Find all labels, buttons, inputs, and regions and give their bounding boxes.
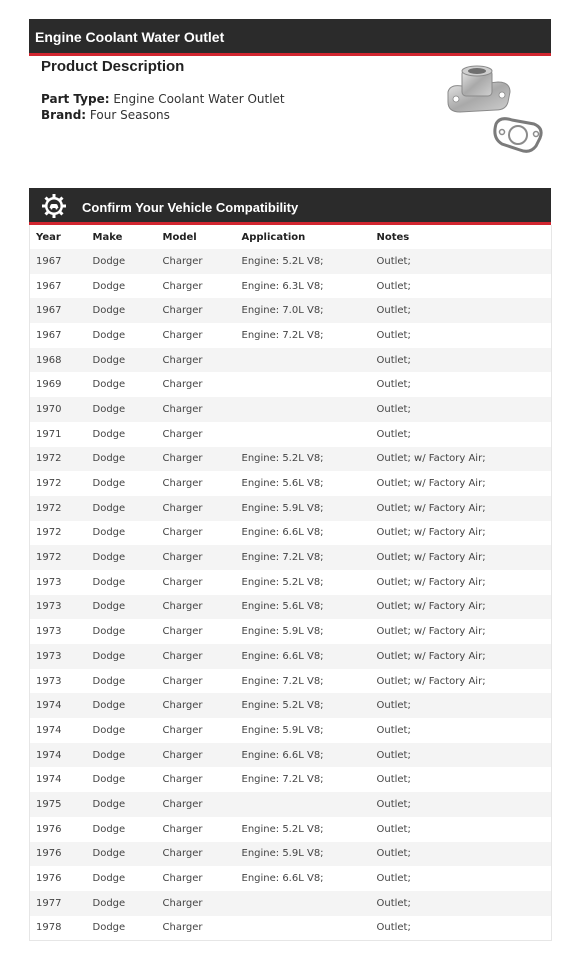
- model-cell: Charger: [157, 422, 236, 447]
- model-cell: Charger: [157, 545, 236, 570]
- table-row: [30, 842, 552, 867]
- application-cell: Engine: 5.6L V8;: [236, 595, 371, 620]
- column-header-notes: Notes: [371, 225, 552, 249]
- table-row: [30, 916, 552, 941]
- notes-cell: Outlet;: [371, 866, 552, 891]
- application-cell: Engine: 6.6L V8;: [236, 743, 371, 768]
- table-row: [30, 718, 552, 743]
- compatibility-table: [29, 225, 552, 941]
- model-cell: Charger: [157, 471, 236, 496]
- year-cell: 1971: [30, 422, 87, 447]
- application-cell: Engine: 5.9L V8;: [236, 842, 371, 867]
- notes-cell: Outlet; w/ Factory Air;: [371, 545, 552, 570]
- title-bar: [29, 19, 551, 56]
- notes-cell: Outlet;: [371, 397, 552, 422]
- application-cell: [236, 372, 371, 397]
- model-cell: Charger: [157, 866, 236, 891]
- make-cell: Dodge: [87, 767, 157, 792]
- compatibility-title: Confirm Your Vehicle Compatibility: [82, 200, 299, 215]
- year-cell: 1978: [30, 916, 87, 941]
- model-cell: Charger: [157, 669, 236, 694]
- application-cell: Engine: 5.6L V8;: [236, 471, 371, 496]
- make-cell: Dodge: [87, 743, 157, 768]
- make-cell: Dodge: [87, 619, 157, 644]
- year-cell: 1974: [30, 743, 87, 768]
- application-cell: [236, 891, 371, 916]
- year-cell: 1973: [30, 570, 87, 595]
- notes-cell: Outlet;: [371, 372, 552, 397]
- year-cell: 1976: [30, 842, 87, 867]
- notes-cell: Outlet;: [371, 693, 552, 718]
- model-cell: Charger: [157, 842, 236, 867]
- model-cell: Charger: [157, 397, 236, 422]
- notes-cell: Outlet;: [371, 718, 552, 743]
- column-header-year: Year: [30, 225, 87, 249]
- make-cell: Dodge: [87, 348, 157, 373]
- notes-cell: Outlet; w/ Factory Air;: [371, 619, 552, 644]
- model-cell: Charger: [157, 372, 236, 397]
- make-cell: Dodge: [87, 521, 157, 546]
- year-cell: 1967: [30, 323, 87, 348]
- table-row: [30, 422, 552, 447]
- make-cell: Dodge: [87, 372, 157, 397]
- model-cell: Charger: [157, 718, 236, 743]
- year-cell: 1969: [30, 372, 87, 397]
- notes-cell: Outlet; w/ Factory Air;: [371, 447, 552, 472]
- application-cell: Engine: 5.2L V8;: [236, 447, 371, 472]
- notes-cell: Outlet; w/ Factory Air;: [371, 471, 552, 496]
- make-cell: Dodge: [87, 447, 157, 472]
- make-cell: Dodge: [87, 323, 157, 348]
- table-row: [30, 348, 552, 373]
- application-cell: Engine: 6.6L V8;: [236, 866, 371, 891]
- notes-cell: Outlet;: [371, 916, 552, 941]
- model-cell: Charger: [157, 916, 236, 941]
- model-cell: Charger: [157, 693, 236, 718]
- model-cell: Charger: [157, 298, 236, 323]
- year-cell: 1973: [30, 644, 87, 669]
- application-cell: Engine: 7.2L V8;: [236, 545, 371, 570]
- make-cell: Dodge: [87, 866, 157, 891]
- table-row: [30, 323, 552, 348]
- model-cell: Charger: [157, 595, 236, 620]
- make-cell: Dodge: [87, 916, 157, 941]
- application-cell: Engine: 6.6L V8;: [236, 521, 371, 546]
- application-cell: Engine: 6.6L V8;: [236, 644, 371, 669]
- compatibility-bar: [29, 188, 551, 225]
- model-cell: Charger: [157, 249, 236, 274]
- year-cell: 1973: [30, 669, 87, 694]
- model-cell: Charger: [157, 767, 236, 792]
- table-row: [30, 595, 552, 620]
- table-row: [30, 817, 552, 842]
- table-row: [30, 372, 552, 397]
- year-cell: 1975: [30, 792, 87, 817]
- application-cell: Engine: 5.9L V8;: [236, 496, 371, 521]
- column-header-model: Model: [157, 225, 236, 249]
- year-cell: 1977: [30, 891, 87, 916]
- part-type-line: [41, 92, 285, 106]
- model-cell: Charger: [157, 447, 236, 472]
- notes-cell: Outlet;: [371, 842, 552, 867]
- model-cell: Charger: [157, 496, 236, 521]
- application-cell: Engine: 5.2L V8;: [236, 570, 371, 595]
- year-cell: 1967: [30, 298, 87, 323]
- year-cell: 1976: [30, 866, 87, 891]
- model-cell: Charger: [157, 274, 236, 299]
- model-cell: Charger: [157, 891, 236, 916]
- application-cell: Engine: 5.2L V8;: [236, 249, 371, 274]
- application-cell: Engine: 7.2L V8;: [236, 767, 371, 792]
- notes-cell: Outlet;: [371, 792, 552, 817]
- make-cell: Dodge: [87, 792, 157, 817]
- application-cell: [236, 916, 371, 941]
- make-cell: Dodge: [87, 471, 157, 496]
- year-cell: 1976: [30, 817, 87, 842]
- brand-label: Brand:: [41, 108, 87, 122]
- notes-cell: Outlet;: [371, 323, 552, 348]
- notes-cell: Outlet;: [371, 249, 552, 274]
- table-row: [30, 521, 552, 546]
- model-cell: Charger: [157, 817, 236, 842]
- model-cell: Charger: [157, 348, 236, 373]
- year-cell: 1974: [30, 767, 87, 792]
- notes-cell: Outlet;: [371, 891, 552, 916]
- year-cell: 1972: [30, 471, 87, 496]
- gear-car-icon: [41, 193, 67, 219]
- table-row: [30, 397, 552, 422]
- make-cell: Dodge: [87, 298, 157, 323]
- table-row: [30, 891, 552, 916]
- application-cell: Engine: 5.2L V8;: [236, 693, 371, 718]
- application-cell: Engine: 5.2L V8;: [236, 817, 371, 842]
- application-cell: Engine: 7.0L V8;: [236, 298, 371, 323]
- table-header-row: [30, 225, 552, 249]
- make-cell: Dodge: [87, 718, 157, 743]
- make-cell: Dodge: [87, 693, 157, 718]
- table-row: [30, 570, 552, 595]
- table-row: [30, 792, 552, 817]
- application-cell: Engine: 5.9L V8;: [236, 619, 371, 644]
- table-row: [30, 644, 552, 669]
- table-row: [30, 471, 552, 496]
- brand-line: [41, 108, 170, 122]
- table-row: [30, 447, 552, 472]
- notes-cell: Outlet;: [371, 274, 552, 299]
- notes-cell: Outlet; w/ Factory Air;: [371, 496, 552, 521]
- model-cell: Charger: [157, 570, 236, 595]
- model-cell: Charger: [157, 323, 236, 348]
- brand-value: Four Seasons: [89, 108, 170, 122]
- make-cell: Dodge: [87, 595, 157, 620]
- page-title: Engine Coolant Water Outlet: [35, 29, 225, 45]
- make-cell: Dodge: [87, 545, 157, 570]
- make-cell: Dodge: [87, 422, 157, 447]
- year-cell: 1973: [30, 595, 87, 620]
- year-cell: 1972: [30, 496, 87, 521]
- make-cell: Dodge: [87, 891, 157, 916]
- application-cell: Engine: 7.2L V8;: [236, 669, 371, 694]
- make-cell: Dodge: [87, 397, 157, 422]
- make-cell: Dodge: [87, 249, 157, 274]
- notes-cell: Outlet; w/ Factory Air;: [371, 521, 552, 546]
- model-cell: Charger: [157, 521, 236, 546]
- application-cell: Engine: 7.2L V8;: [236, 323, 371, 348]
- year-cell: 1967: [30, 274, 87, 299]
- model-cell: Charger: [157, 792, 236, 817]
- table-row: [30, 249, 552, 274]
- water-outlet-image: [440, 62, 550, 162]
- notes-cell: Outlet; w/ Factory Air;: [371, 595, 552, 620]
- make-cell: Dodge: [87, 669, 157, 694]
- notes-cell: Outlet; w/ Factory Air;: [371, 570, 552, 595]
- table-row: [30, 496, 552, 521]
- year-cell: 1974: [30, 693, 87, 718]
- make-cell: Dodge: [87, 274, 157, 299]
- notes-cell: Outlet;: [371, 348, 552, 373]
- column-header-application: Application: [236, 225, 371, 249]
- table-row: [30, 619, 552, 644]
- application-cell: [236, 792, 371, 817]
- make-cell: Dodge: [87, 842, 157, 867]
- notes-cell: Outlet;: [371, 817, 552, 842]
- table-row: [30, 545, 552, 570]
- part-type-value: Engine Coolant Water Outlet: [113, 92, 285, 106]
- table-row: [30, 743, 552, 768]
- table-row: [30, 669, 552, 694]
- table-row: [30, 767, 552, 792]
- product-description-heading: Product Description: [41, 58, 185, 75]
- notes-cell: Outlet;: [371, 767, 552, 792]
- notes-cell: Outlet; w/ Factory Air;: [371, 669, 552, 694]
- year-cell: 1972: [30, 447, 87, 472]
- year-cell: 1968: [30, 348, 87, 373]
- compatibility-table-body: [30, 249, 552, 941]
- table-row: [30, 274, 552, 299]
- year-cell: 1972: [30, 521, 87, 546]
- model-cell: Charger: [157, 644, 236, 669]
- model-cell: Charger: [157, 743, 236, 768]
- notes-cell: Outlet;: [371, 298, 552, 323]
- notes-cell: Outlet; w/ Factory Air;: [371, 644, 552, 669]
- make-cell: Dodge: [87, 644, 157, 669]
- notes-cell: Outlet;: [371, 422, 552, 447]
- application-cell: [236, 422, 371, 447]
- make-cell: Dodge: [87, 570, 157, 595]
- make-cell: Dodge: [87, 496, 157, 521]
- year-cell: 1967: [30, 249, 87, 274]
- year-cell: 1972: [30, 545, 87, 570]
- notes-cell: Outlet;: [371, 743, 552, 768]
- table-row: [30, 866, 552, 891]
- table-row: [30, 298, 552, 323]
- year-cell: 1970: [30, 397, 87, 422]
- application-cell: [236, 348, 371, 373]
- year-cell: 1974: [30, 718, 87, 743]
- column-header-make: Make: [87, 225, 157, 249]
- part-type-label: Part Type:: [41, 92, 110, 106]
- make-cell: Dodge: [87, 817, 157, 842]
- application-cell: [236, 397, 371, 422]
- application-cell: Engine: 5.9L V8;: [236, 718, 371, 743]
- year-cell: 1973: [30, 619, 87, 644]
- model-cell: Charger: [157, 619, 236, 644]
- application-cell: Engine: 6.3L V8;: [236, 274, 371, 299]
- table-row: [30, 693, 552, 718]
